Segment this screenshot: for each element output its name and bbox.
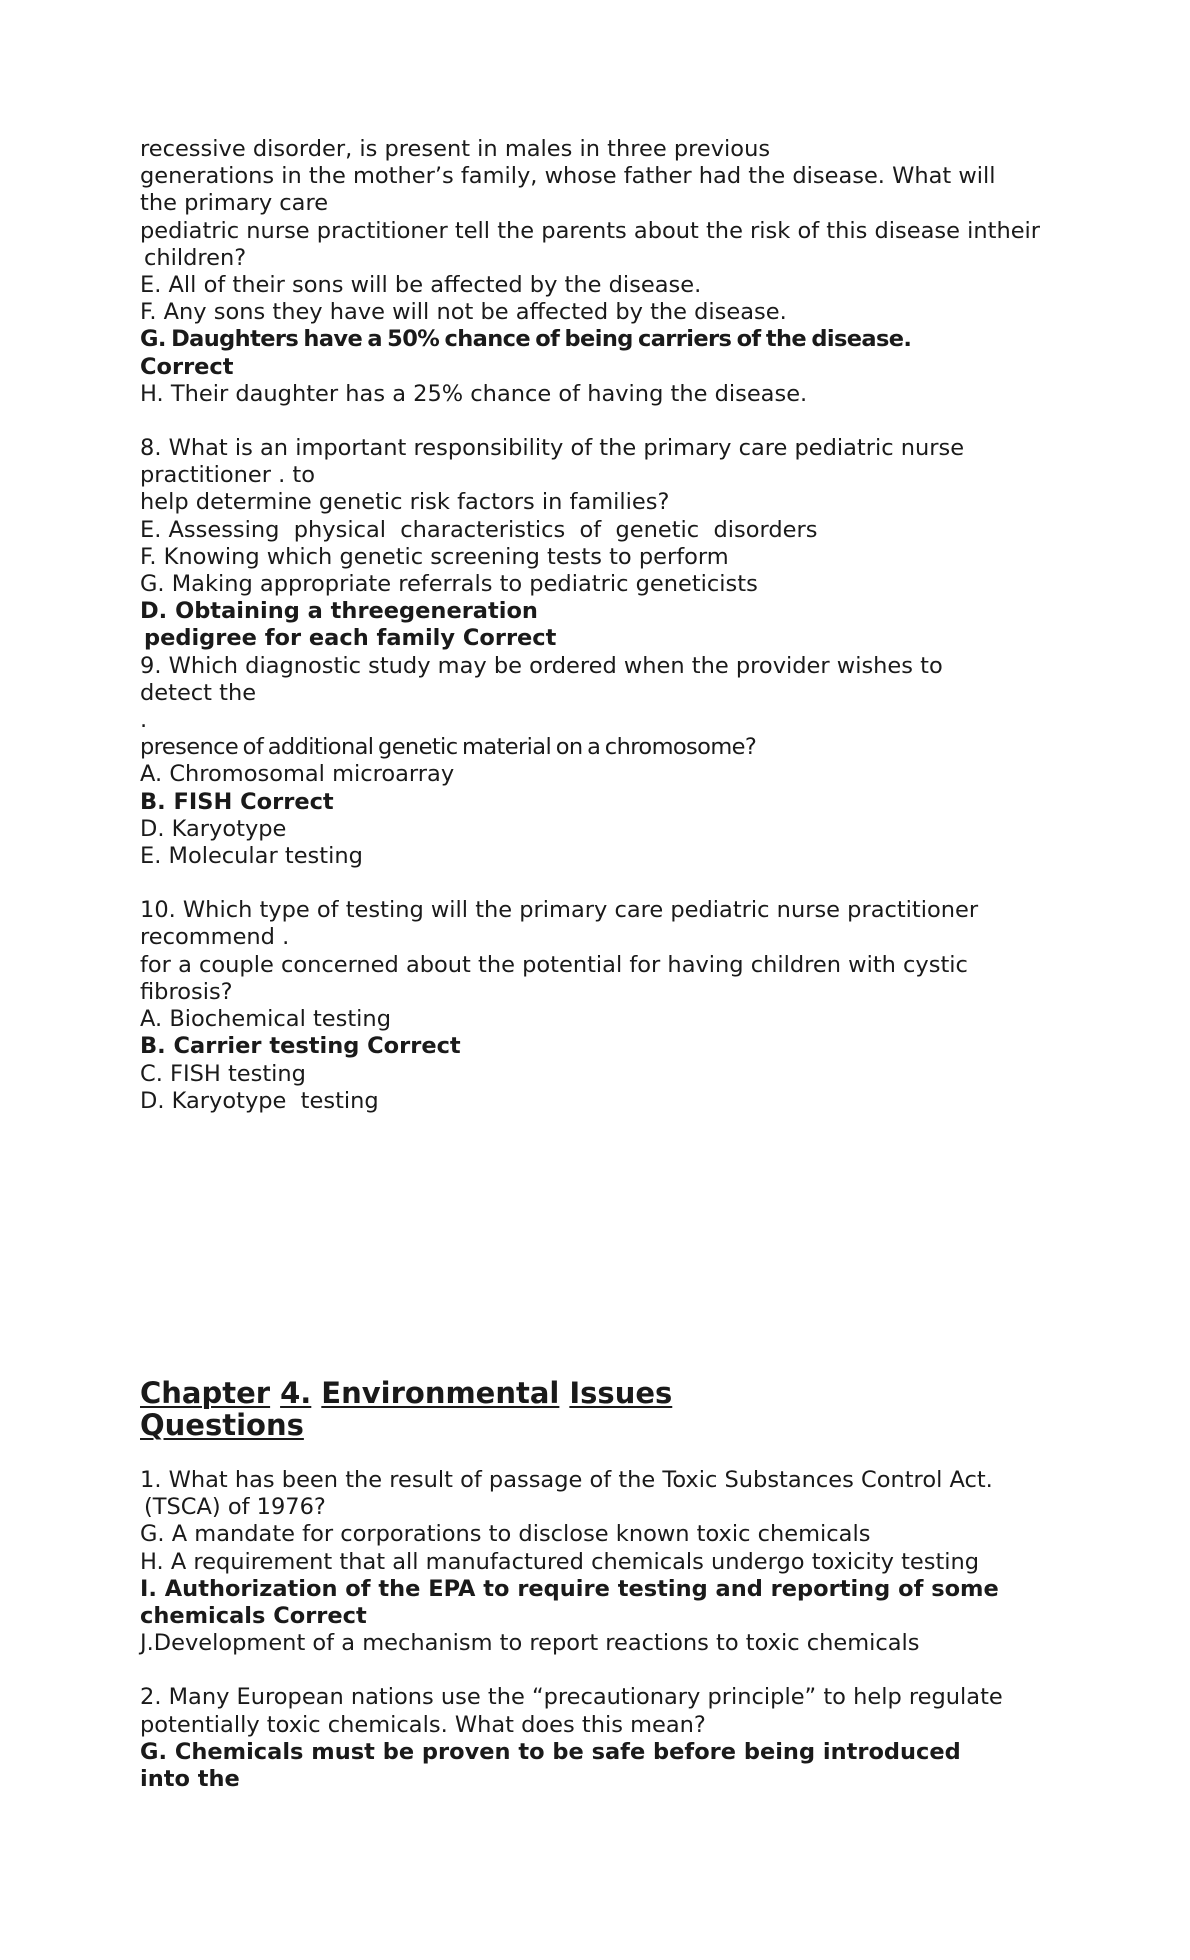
answer-option: H. Their daughter has a 25% chance of having the disease. xyxy=(140,380,808,407)
question-stem-line: the primary care xyxy=(140,190,329,217)
question-stem-line: practitioner . to xyxy=(140,462,316,489)
question-stem-line: detect the xyxy=(140,679,257,706)
question-stem-line: 10. Which type of testing will the primary care pediatric nurse practitioner xyxy=(140,897,979,924)
answer-option: G. A mandate for corporations to disclose known toxic chemicals xyxy=(140,1521,871,1548)
question-stem-line: for a couple concerned about the potential for having children with cystic xyxy=(140,951,968,978)
chapter-heading-word: Chapter xyxy=(140,1375,271,1410)
question-8 xyxy=(140,435,1080,653)
correct-answer-option: I. Authorization of the EPA to require testing and reporting of some xyxy=(140,1575,999,1602)
answer-option: E. Assessing physical characteristics of genetic disorders xyxy=(140,516,818,543)
document-page xyxy=(140,136,1080,1793)
chapter-4-question-2 xyxy=(140,1684,1080,1793)
question-stem-line: 1. What has been the result of passage of the Toxic Substances Control Act. xyxy=(140,1466,993,1493)
correct-answer-marker: chemicals Correct xyxy=(140,1602,367,1629)
chapter-heading-word: 4. xyxy=(280,1375,312,1410)
correct-answer-option: D. Obtaining a threegeneration xyxy=(140,598,538,625)
question-stem-line: help determine genetic risk factors in families? xyxy=(140,489,670,516)
correct-answer-option: G. Daughters have a 50% chance of being carriers of the disease. xyxy=(140,326,912,353)
question-stem-line: recessive disorder, is present in males in three previous xyxy=(140,136,771,162)
answer-continuation: into the xyxy=(140,1765,240,1792)
chapter-heading xyxy=(140,1377,1080,1441)
correct-answer-marker: Correct xyxy=(140,353,234,380)
question-stem-line: pediatric nurse practitioner tell the parents about the risk of this disease intheir xyxy=(140,217,1041,244)
chapter-heading-line2: Questions xyxy=(140,1407,304,1442)
answer-option: C. FISH testing xyxy=(140,1060,306,1087)
question-stem-line: potentially toxic chemicals. What does this mean? xyxy=(140,1711,706,1738)
correct-answer-option: B. Carrier testing Correct xyxy=(140,1033,461,1060)
answer-option: A. Biochemical testing xyxy=(140,1006,391,1033)
question-stem-line: recommend . xyxy=(140,924,290,951)
question-7 xyxy=(140,136,1080,408)
question-stem-line: presence of additional genetic material on a chromosome? xyxy=(140,734,757,761)
question-stem-line: 8. What is an important responsibility of the primary care pediatric nurse xyxy=(140,435,965,462)
answer-option: A. Chromosomal microarray xyxy=(140,761,455,788)
chapter-heading-word: Environmental xyxy=(321,1375,560,1410)
answer-option: F. Any sons they have will not be affected by the disease. xyxy=(140,299,787,326)
question-stem-line: 9. Which diagnostic study may be ordered when the provider wishes to xyxy=(140,652,943,679)
answer-option: D. Karyotype xyxy=(140,815,287,842)
answer-option: E. All of their sons will be affected by the disease. xyxy=(140,272,702,299)
answer-option: F. Knowing which genetic screening tests to perform xyxy=(140,543,729,570)
chapter-4-question-1 xyxy=(140,1467,1080,1657)
question-stem-line: generations in the mother’s family, whose father had the disease. What will xyxy=(140,163,996,190)
question-9 xyxy=(140,653,1080,871)
correct-answer-option: B. FISH Correct xyxy=(140,788,334,815)
chapter-heading-word: Issues xyxy=(569,1375,673,1410)
answer-option: H. A requirement that all manufactured chemicals undergo toxicity testing xyxy=(140,1548,980,1575)
correct-answer-marker: pedigree for each family Correct xyxy=(144,625,557,652)
question-stem-line: fibrosis? xyxy=(140,978,233,1005)
question-stem-line: (TSCA) of 1976? xyxy=(144,1494,326,1521)
answer-option: J.Development of a mechanism to report reactions to toxic chemicals xyxy=(140,1630,920,1657)
question-stem-line: . xyxy=(140,707,148,734)
question-stem-line: children? xyxy=(144,244,247,271)
question-10 xyxy=(140,897,1080,1115)
correct-answer-option: G. Chemicals must be proven to be safe before being introduced xyxy=(140,1738,961,1765)
question-stem-line: 2. Many European nations use the “precautionary principle” to help regulate xyxy=(140,1684,1003,1711)
answer-option: E. Molecular testing xyxy=(140,843,363,870)
answer-option: G. Making appropriate referrals to pediatric geneticists xyxy=(140,571,758,598)
answer-option: D. Karyotype testing xyxy=(140,1087,379,1114)
